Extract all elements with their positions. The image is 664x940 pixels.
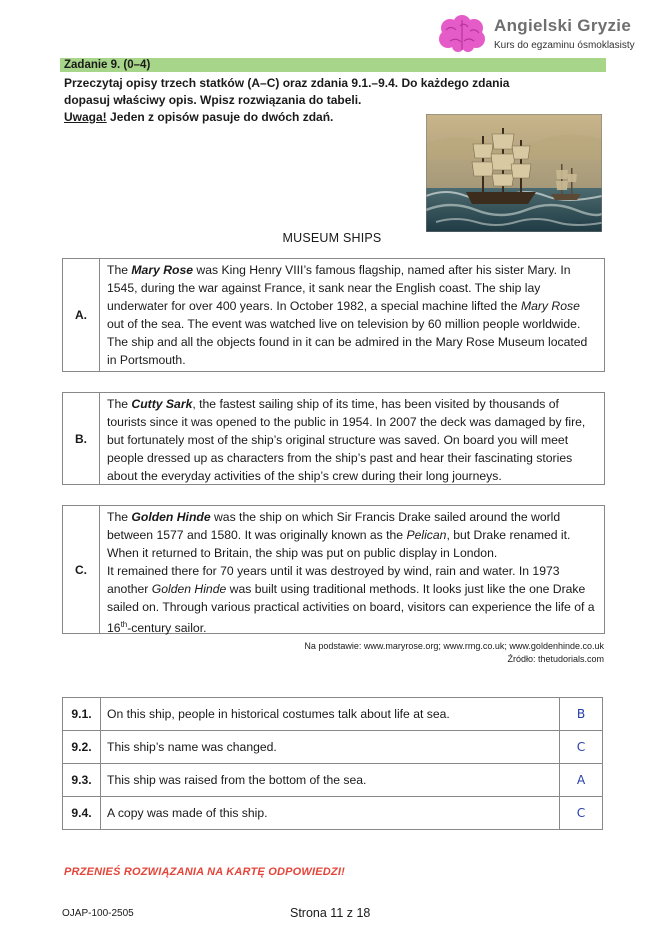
description-letter: B. <box>63 393 100 484</box>
answer-number: 9.4. <box>63 797 101 830</box>
text-fragment: , but Drake renamed it. When it returned to Britain, the ship was put on public display in London. <box>107 528 571 560</box>
answer-statement: On this ship, people in historical costumes talk about life at sea. <box>101 698 560 731</box>
description-text <box>100 259 604 371</box>
text-fragment: The <box>107 510 132 524</box>
ship-name-italic: Mary Rose <box>520 299 580 313</box>
table-row <box>63 698 603 731</box>
former-ship-name: Pelican <box>406 528 447 542</box>
description-text <box>100 393 604 484</box>
section-title: MUSEUM SHIPS <box>282 231 382 245</box>
instruction-line-1: Przeczytaj opisy trzech statków (A–C) oraz zdania 9.1.–9.4. Do każdego zdania <box>64 76 510 90</box>
table-row <box>63 764 603 797</box>
task-title: Zadanie 9. (0–4) <box>64 59 151 71</box>
ship-name: Golden Hinde <box>131 510 211 524</box>
ship-name-italic: Golden Hinde <box>151 582 227 596</box>
text-fragment: , the fastest sailing ship of its time, has been visited by thousands of tourists since it was opened to the public in 1954. In 2007 the deck was damaged by fire, but fortunately most of the ship’s original structure was saved. On board you will meet people dressed up as characters from the ship’s past and hear their fascinating stories about the everyday activities of the ship’s crew during their long journeys. <box>107 397 586 483</box>
answer-number: 9.2. <box>63 731 101 764</box>
answer-cell[interactable]: A <box>560 764 603 797</box>
text-fragment: was King Henry VIII’s famous flagship, named after his sister Mary. In 1545, during the war against France, it sank near the English coast. The ship lay underwater for over 400 years. In October 1982, a special machine lifted the <box>107 263 571 313</box>
ship-name: Mary Rose <box>131 263 194 277</box>
ordinal-suffix: th <box>120 620 128 629</box>
description-box-b <box>62 392 605 485</box>
answer-cell[interactable]: C <box>560 731 603 764</box>
answer-number: 9.3. <box>63 764 101 797</box>
description-text <box>100 506 604 636</box>
exam-code: OJAP-100-2505 <box>62 908 134 919</box>
text-fragment: was the ship on which Sir Francis Drake sailed around the world between 1577 and 1580. It was originally known as the <box>107 510 561 542</box>
logo-subtitle: Kurs do egzaminu ósmoklasisty <box>494 40 635 51</box>
page-number: Strona 11 z 18 <box>290 906 371 920</box>
answer-statement: This ship’s name was changed. <box>101 731 560 764</box>
instruction-line-2: dopasuj właściwy opis. Wpisz rozwiązania do tabeli. <box>64 93 362 107</box>
text-fragment: The <box>107 397 132 411</box>
description-letter: C. <box>63 506 100 633</box>
answer-cell[interactable]: C <box>560 797 603 830</box>
answer-cell[interactable]: B <box>560 698 603 731</box>
source-line: Źródło: thetudorials.com <box>507 654 604 664</box>
warning-text: Jeden z opisów pasuje do dwóch zdań. <box>106 110 334 124</box>
text-fragment: It remained there for 70 years until it was destroyed by wind, rain and water. In 1973 another <box>107 564 560 596</box>
text-fragment: was built using traditional methods. It looks just like the one Drake sailed on. Through various practical activities on board, visitors can experience the life of a 16 <box>107 582 595 636</box>
description-box-c <box>62 505 605 634</box>
warning-label: Uwaga! <box>64 110 107 124</box>
text-fragment: -century sailor. <box>127 621 207 636</box>
text-fragment: out of the sea. The event was watched live on television by 60 million people worldwide. The ship and all the objects found in it can be admired in the Mary Rose Museum located in Portsmouth. <box>107 317 588 367</box>
table-row <box>63 797 603 830</box>
ship-name: Cutty Sark <box>131 397 193 411</box>
transfer-note: PRZENIEŚ ROZWIĄZANIA NA KARTĘ ODPOWIEDZI! <box>64 866 345 878</box>
answer-table <box>62 697 603 830</box>
logo-title: Angielski Gryzie <box>494 16 632 35</box>
answer-statement: A copy was made of this ship. <box>101 797 560 830</box>
description-box-a <box>62 258 605 372</box>
source-line: Na podstawie: www.maryrose.org; www.rmg.co.uk; www.goldenhinde.co.uk <box>304 641 604 651</box>
text-fragment: The <box>107 263 132 277</box>
table-row <box>63 731 603 764</box>
sailing-ships-painting <box>426 114 602 232</box>
answer-number: 9.1. <box>63 698 101 731</box>
description-letter: A. <box>63 259 100 371</box>
brain-logo-icon <box>436 14 488 54</box>
answer-statement: This ship was raised from the bottom of the sea. <box>101 764 560 797</box>
